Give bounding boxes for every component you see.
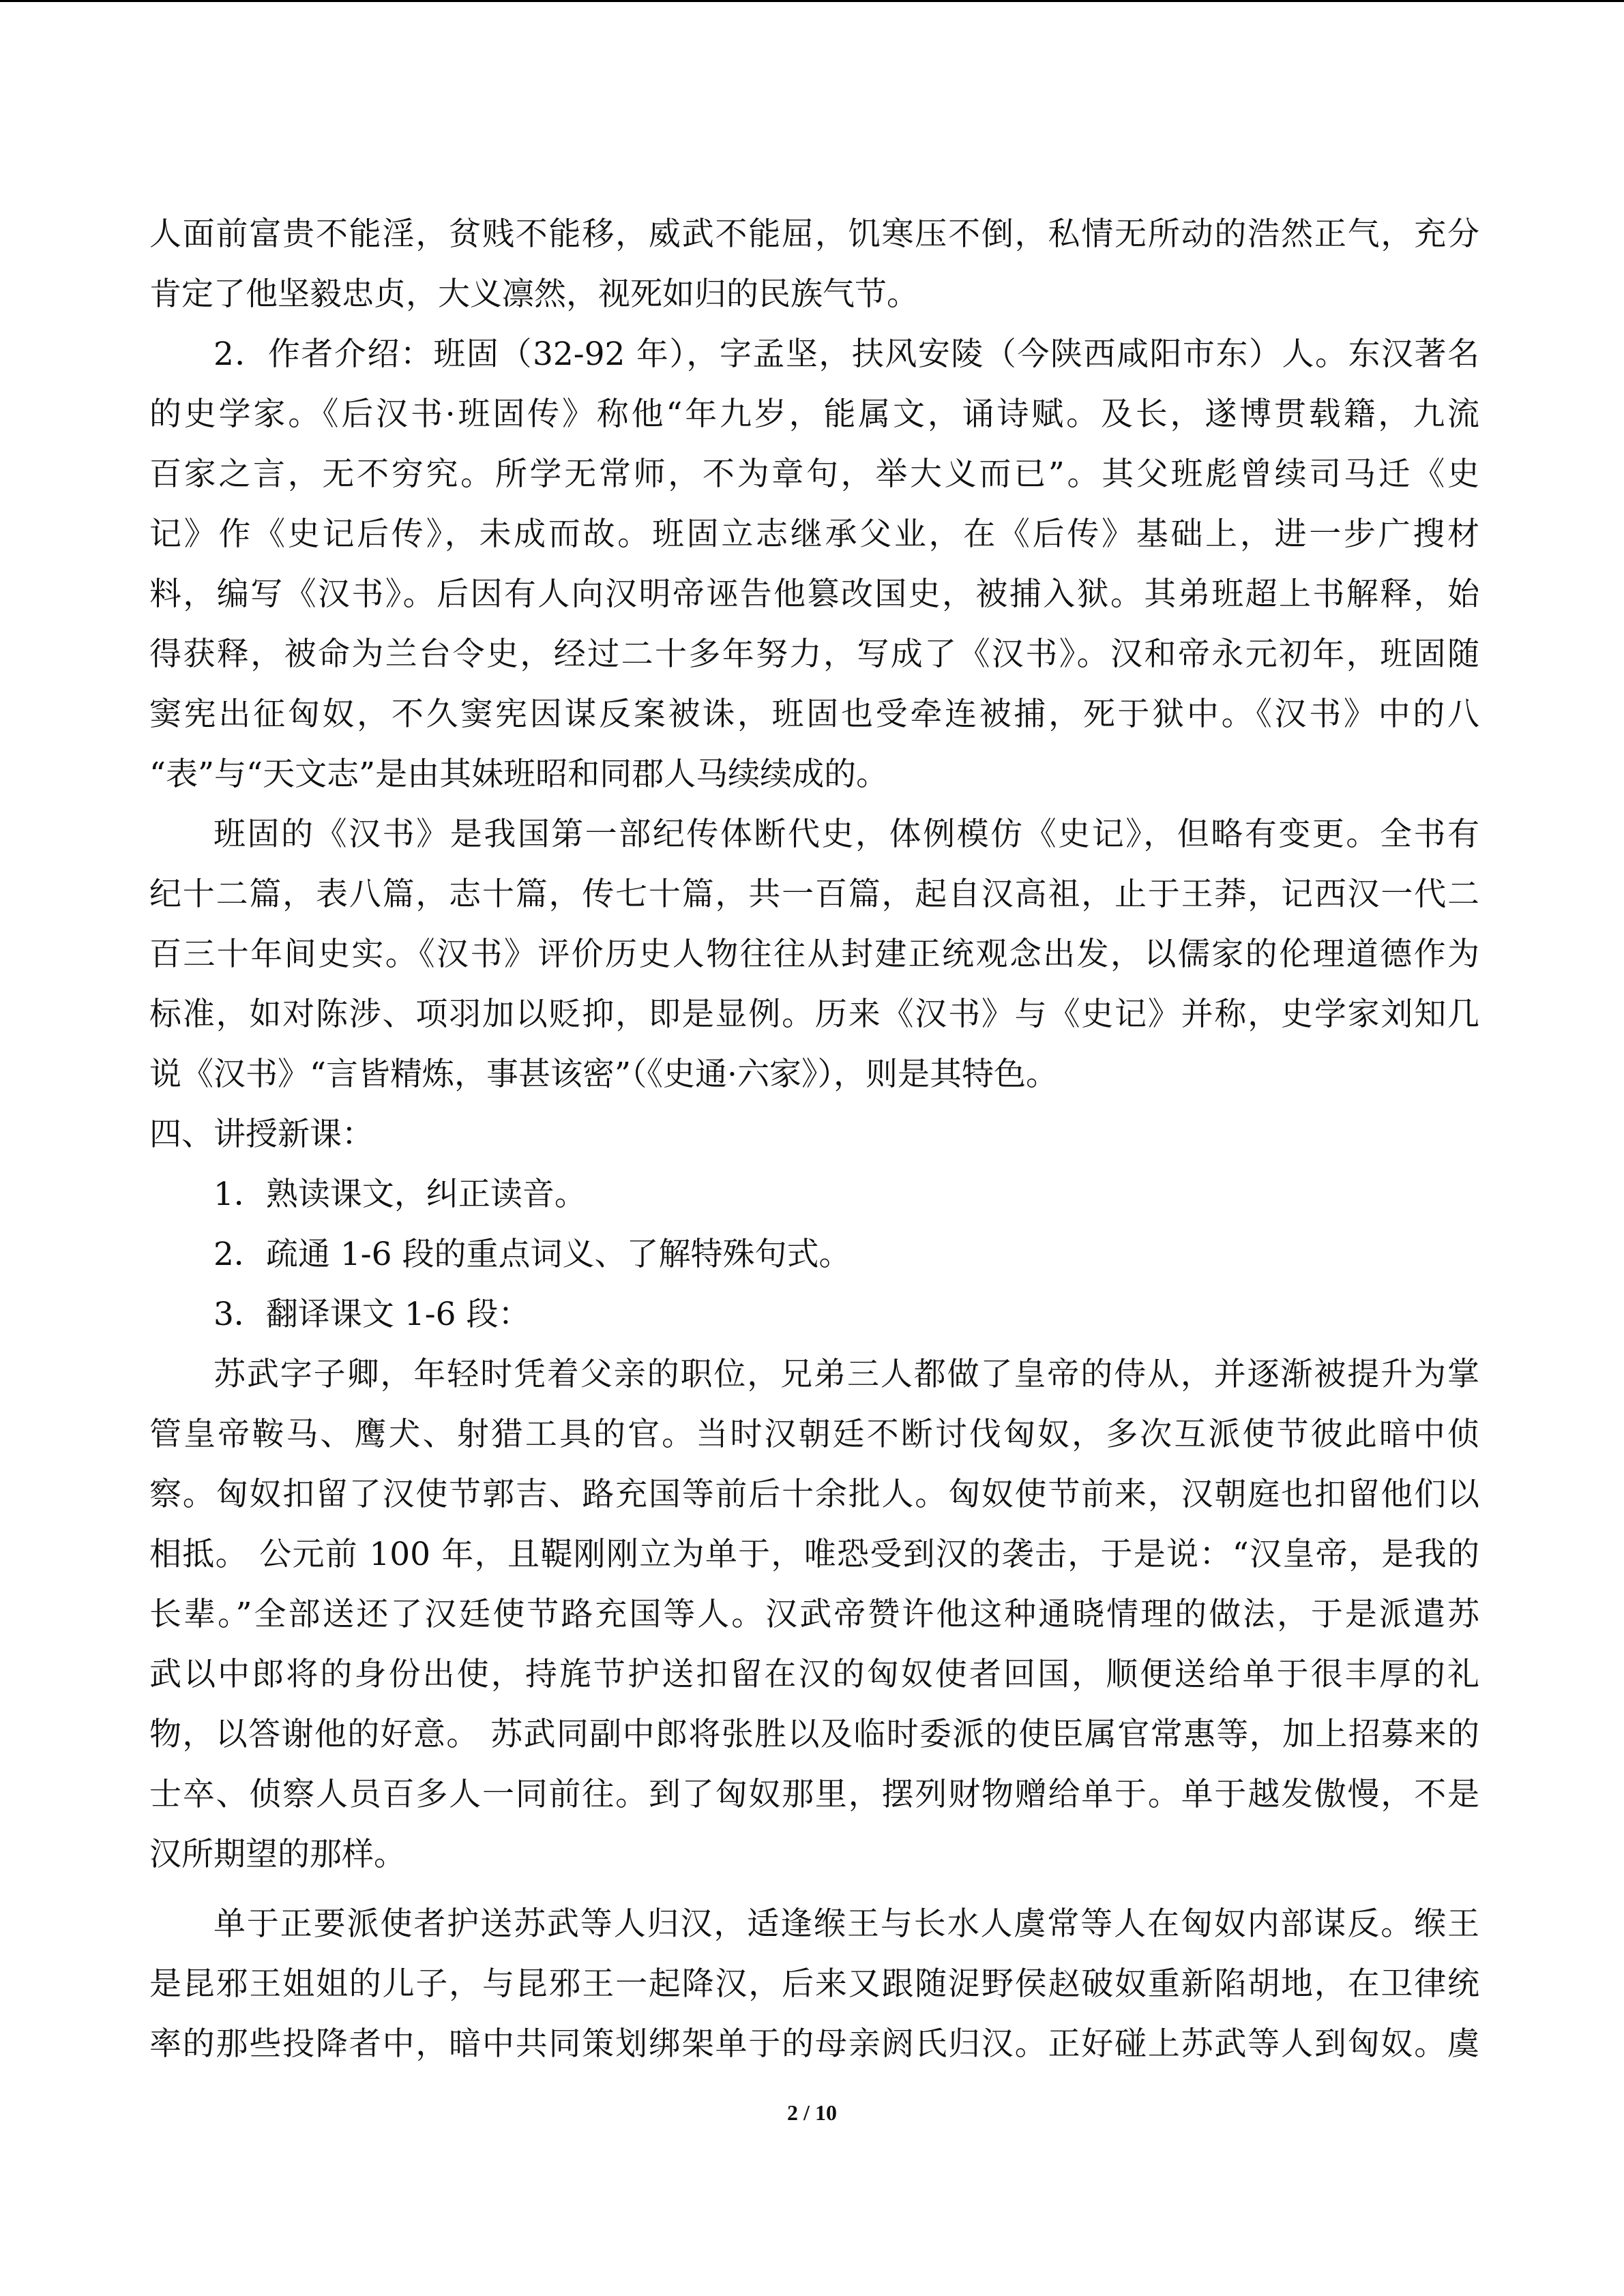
- text-line: 的史学家。《后汉书·班固传》称他“年九岁，能属文，诵诗赋。及长，遂博贯载籍，九流: [149, 396, 1479, 433]
- text-line: 率的那些投降者中，暗中共同策划绑架单于的母亲阏氏归汉。正好碰上苏武等人到匈奴。虞: [149, 2025, 1479, 2063]
- text-line: 料，编写《汉书》。后因有人向汉明帝诬告他篡改国史，被捕入狱。其弟班超上书解释，始: [149, 576, 1479, 613]
- text-line: 百家之言，无不穷究。所学无常师，不为章句，举大义而已”。其父班彪曾续司马迁《史: [149, 456, 1479, 493]
- paragraph-translation-2: 单于正要派使者护送苏武等人归汉，适逢缑王与长水人虞常等人在匈奴内部谋反。缑王: [213, 1905, 1479, 1943]
- list-item: 3．翻译课文 1-6 段：: [213, 1296, 531, 1333]
- text-line: 肯定了他坚毅忠贞，大义凛然，视死如归的民族气节。: [149, 275, 919, 313]
- text-line: 窦宪出征匈奴，不久窦宪因谋反案被诛，班固也受牵连被捕，死于狱中。《汉书》中的八: [149, 696, 1479, 733]
- text-line: 察。匈奴扣留了汉使节郭吉、路充国等前后十余批人。匈奴使节前来，汉朝庭也扣留他们以: [149, 1476, 1479, 1513]
- paragraph-hanshu: 班固的《汉书》是我国第一部纪传体断代史，体例模仿《史记》，但略有变更。全书有: [213, 816, 1479, 853]
- text-line: 士卒、侦察人员百多人一同前往。到了匈奴那里，摆列财物赠给单于。单于越发傲慢，不是: [149, 1776, 1479, 1813]
- text-line: 纪十二篇，表八篇，志十篇，传七十篇，共一百篇，起自汉高祖，止于王莽，记西汉一代二: [149, 876, 1479, 913]
- text-line: 管皇帝鞍马、鹰犬、射猎工具的官。当时汉朝廷不断讨伐匈奴，多次互派使节彼此暗中侦: [149, 1416, 1479, 1453]
- text-line: 百三十年间史实。《汉书》评价历史人物往往从封建正统观念出发，以儒家的伦理道德作为: [149, 936, 1479, 973]
- paragraph-translation: 苏武字子卿，年轻时凭着父亲的职位，兄弟三人都做了皇帝的侍从，并逐渐被提升为掌: [213, 1356, 1479, 1393]
- text-line: 是昆邪王姐姐的儿子，与昆邪王一起降汉，后来又跟随浞野侯赵破奴重新陷胡地，在卫律统: [149, 1965, 1479, 2003]
- top-border-line: [0, 0, 1624, 2]
- document-body: [149, 205, 1479, 2074]
- text-line: “表”与“天文志”是由其妹班昭和同郡人马续续成的。: [149, 756, 889, 793]
- text-line: 物，以答谢他的好意。 苏武同副中郎将张胜以及临时委派的使臣属官常惠等，加上招募来的: [149, 1716, 1479, 1753]
- text-line: 人面前富贵不能淫，贫贱不能移，威武不能屈，饥寒压不倒，私情无所动的浩然正气，充分: [149, 215, 1479, 253]
- text-line: 相抵。 公元前 100 年，且鞮刚刚立为单于，唯恐受到汉的袭击，于是说：“汉皇帝，是我的: [149, 1536, 1479, 1573]
- page-number: 2 / 10: [787, 2100, 837, 2125]
- text-line: 得获释，被命为兰台令史，经过二十多年努力，写成了《汉书》。汉和帝永元初年，班固随: [149, 636, 1479, 673]
- section-heading: 四、讲授新课：: [149, 1116, 374, 1153]
- text-line: 长辈。”全部送还了汉廷使节路充国等人。汉武帝赞许他这种通晓情理的做法，于是派遣苏: [149, 1596, 1479, 1633]
- list-item: 1．熟读课文，纠正读音。: [213, 1176, 587, 1213]
- text-line: 记》作《史记后传》，未成而故。班固立志继承父业，在《后传》基础上，进一步广搜材: [149, 516, 1479, 553]
- text-line: 汉所期望的那样。: [149, 1836, 406, 1873]
- text-line: 说《汉书》“言皆精炼，事甚该密”（《史通·六家》），则是其特色。: [149, 1056, 1058, 1093]
- list-item: 2．疏通 1-6 段的重点词义、了解特殊句式。: [213, 1236, 851, 1273]
- paragraph-author-intro: 2．作者介绍：班固（32-92 年），字孟坚，扶风安陵（今陕西咸阳市东）人。东汉著名: [213, 336, 1479, 373]
- text-line: 标准，如对陈涉、项羽加以贬抑，即是显例。历来《汉书》与《史记》并称，史学家刘知几: [149, 996, 1479, 1033]
- text-line: 武以中郎将的身份出使，持旄节护送扣留在汉的匈奴使者回国，顺便送给单于很丰厚的礼: [149, 1656, 1479, 1693]
